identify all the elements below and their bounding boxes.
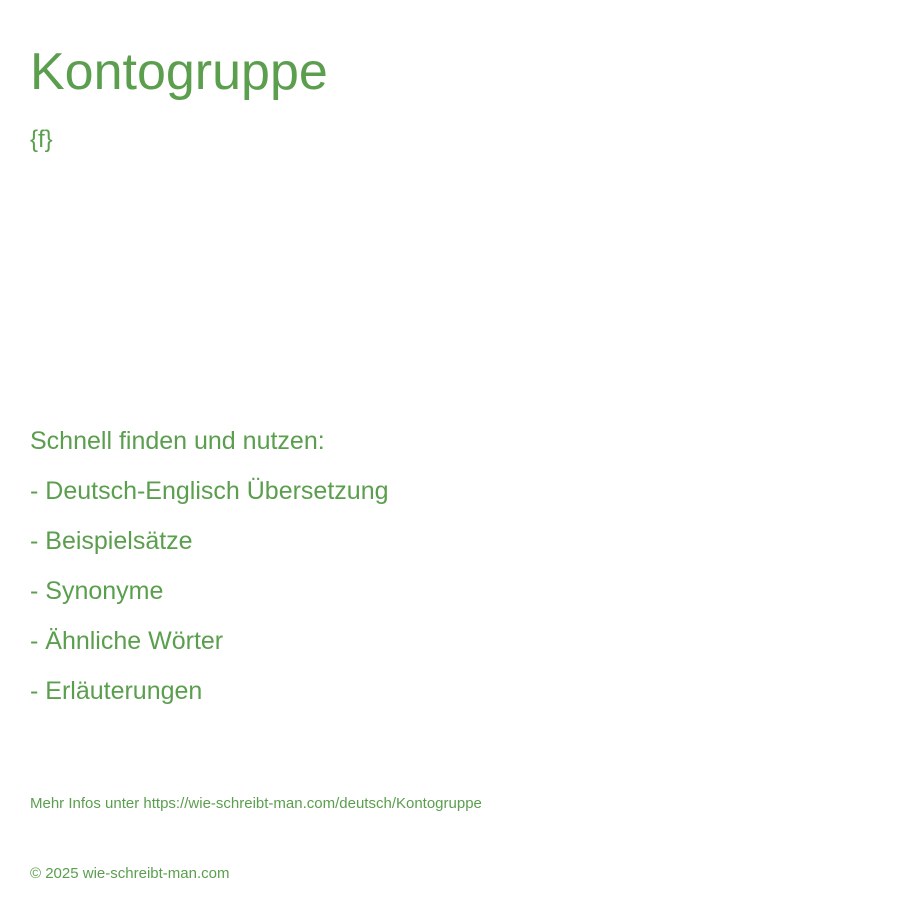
feature-list-heading: Schnell finden und nutzen: xyxy=(30,427,325,455)
feature-item-example-sentences: - Beispielsätze xyxy=(30,527,193,555)
copyright-notice: © 2025 wie-schreibt-man.com xyxy=(30,865,230,882)
page-title: Kontogruppe xyxy=(30,43,328,101)
feature-items xyxy=(30,474,389,724)
more-info-link: Mehr Infos unter https://wie-schreibt-man.com/deutsch/Kontogruppe xyxy=(30,795,482,812)
feature-item-synonyms: - Synonyme xyxy=(30,577,164,605)
gender-label: {f} xyxy=(30,126,53,153)
feature-item-similar-words: - Ähnliche Wörter xyxy=(30,627,224,655)
feature-list xyxy=(30,424,389,724)
feature-item-translation: - Deutsch-Englisch Übersetzung xyxy=(30,477,389,505)
feature-item-explanations: - Erläuterungen xyxy=(30,677,203,705)
